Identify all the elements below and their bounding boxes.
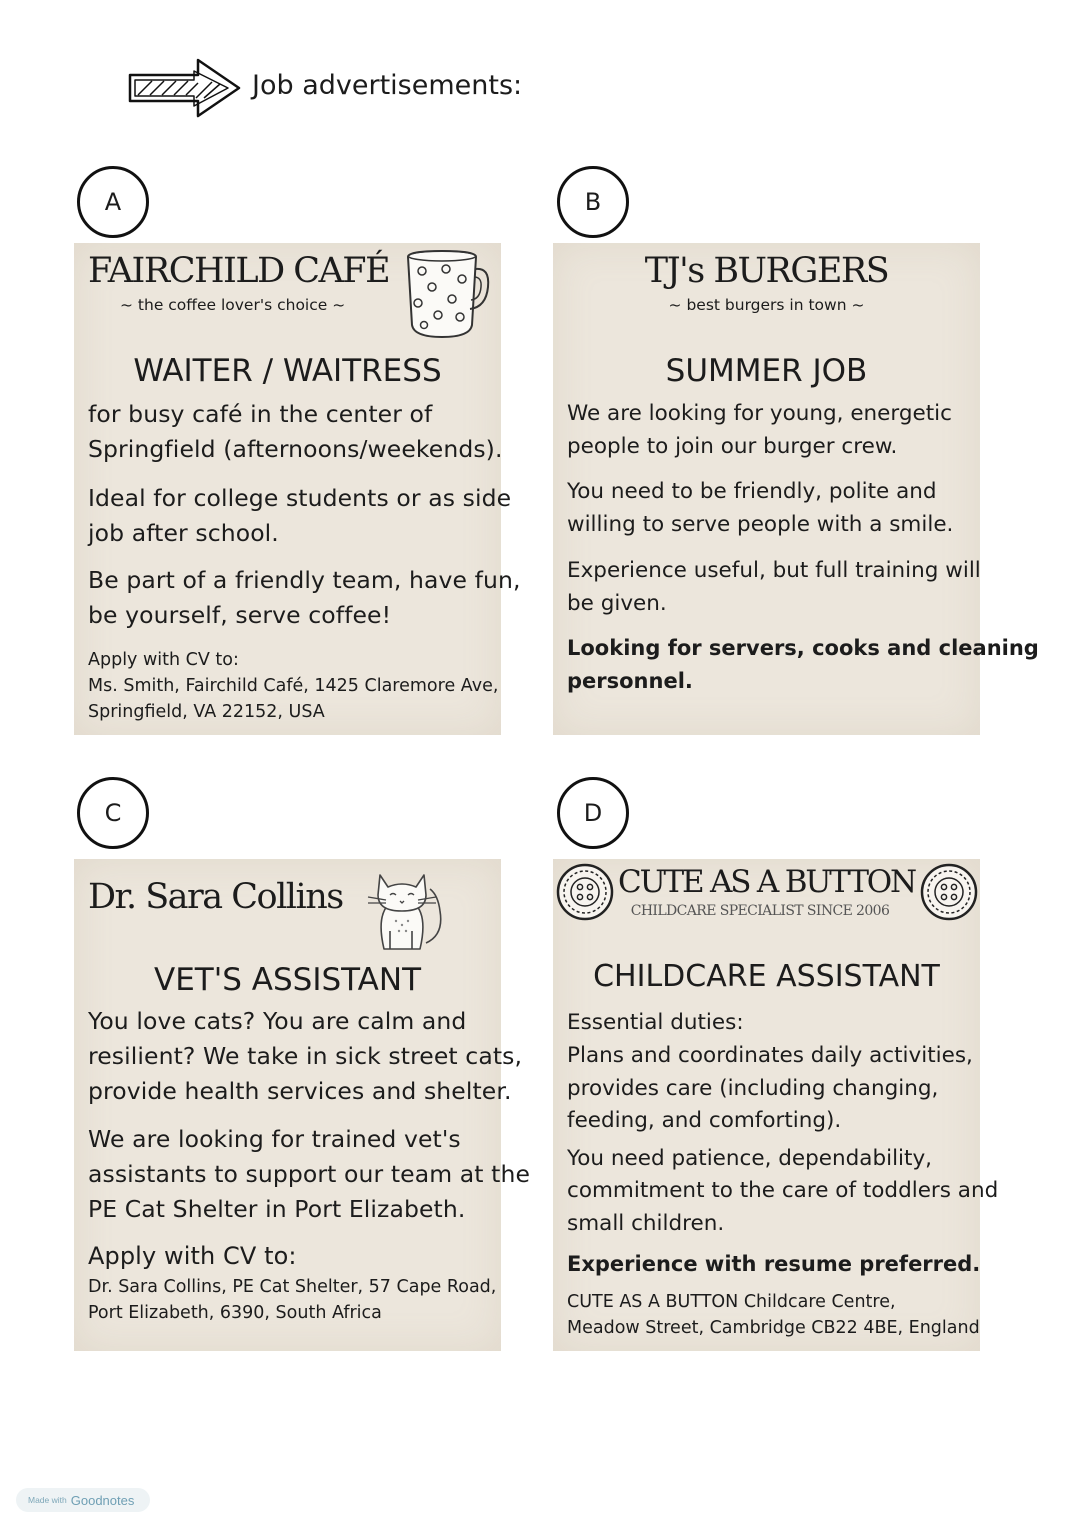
ad-role: SUMMER JOB xyxy=(665,353,868,389)
ad-line: Be part of a friendly team, have fun, xyxy=(88,566,521,594)
ad-line: be yourself, serve coffee! xyxy=(88,601,392,629)
ad-brand: FAIRCHILD CAFÉ xyxy=(88,251,390,291)
ad-line: PE Cat Shelter in Port Elizabeth. xyxy=(88,1195,466,1223)
ad-line: provides care (including changing, xyxy=(567,1076,939,1101)
ad-apply-line: Port Elizabeth, 6390, South Africa xyxy=(88,1303,382,1323)
ad-apply-line: Apply with CV to: xyxy=(88,650,239,670)
ad-line: Springfield (afternoons/weekends). xyxy=(88,435,503,463)
ad-line: Ideal for college students or as side xyxy=(88,484,512,512)
ad-tagline: ~ best burgers in town ~ xyxy=(668,296,865,314)
ad-line: feeding, and comforting). xyxy=(567,1108,842,1133)
ad-address-line: Meadow Street, Cambridge CB22 4BE, England xyxy=(567,1318,980,1338)
ad-apply-title: Apply with CV to: xyxy=(88,1242,297,1270)
ad-line: Experience useful, but full training will xyxy=(567,558,981,583)
ad-brand: Dr. Sara Collins xyxy=(88,877,343,917)
ad-line: You need to be friendly, polite and xyxy=(567,479,937,504)
ad-line: Essential duties: xyxy=(567,1010,744,1035)
ad-card-a xyxy=(74,243,521,735)
badge-brand: Goodnotes xyxy=(70,1492,135,1508)
polka-dot-mug-icon xyxy=(402,247,492,343)
ad-brand: CUTE AS A BUTTON xyxy=(618,864,915,900)
ad-letter-d: D xyxy=(557,777,629,849)
ad-bold-line: Looking for servers, cooks and cleaning xyxy=(567,636,1039,660)
ad-line: Plans and coordinates daily activities, xyxy=(567,1043,973,1068)
ad-bold-line: personnel. xyxy=(567,669,693,693)
ad-line: be given. xyxy=(567,591,667,616)
ad-line: for busy café in the center of xyxy=(88,400,433,428)
ad-line: resilient? We take in sick street cats, xyxy=(88,1042,523,1070)
ad-letter-c: C xyxy=(77,777,149,849)
ad-tagline: ~ the coffee lover's choice ~ xyxy=(120,296,346,314)
ad-line: We are looking for young, energetic xyxy=(567,401,952,426)
ad-card-c xyxy=(74,859,531,1351)
ad-brand: TJ's BURGERS xyxy=(644,251,889,291)
ad-role: CHILDCARE ASSISTANT xyxy=(593,959,940,994)
ad-letter-b: B xyxy=(557,166,629,238)
ad-address-line: CUTE AS A BUTTON Childcare Centre, xyxy=(567,1292,896,1312)
ad-line: You love cats? You are calm and xyxy=(88,1007,467,1035)
ad-line: provide health services and shelter. xyxy=(88,1077,512,1105)
ad-role: VET'S ASSISTANT xyxy=(153,962,422,998)
badge-prefix: Made with xyxy=(28,1495,67,1505)
ad-line: assistants to support our team at the xyxy=(88,1160,531,1188)
ad-line: commitment to the care of toddlers and xyxy=(567,1178,999,1203)
ad-line: small children. xyxy=(567,1211,725,1236)
ad-line: people to join our burger crew. xyxy=(567,434,898,459)
ad-apply-line: Ms. Smith, Fairchild Café, 1425 Claremore Ave, xyxy=(88,676,499,696)
goodnotes-badge[interactable] xyxy=(16,1488,150,1512)
ad-letter-a: A xyxy=(77,166,149,238)
ad-apply-line: Springfield, VA 22152, USA xyxy=(88,702,325,722)
ad-line: job after school. xyxy=(88,519,279,547)
ad-card-d xyxy=(553,859,999,1351)
ad-card-b xyxy=(553,243,1039,735)
page-title: Job advertisements: xyxy=(252,70,523,101)
ad-apply-line: Dr. Sara Collins, PE Cat Shelter, 57 Cape Road, xyxy=(88,1277,497,1297)
ad-line: willing to serve people with a smile. xyxy=(567,512,954,537)
cat-icon xyxy=(366,865,446,955)
ad-line: You need patience, dependability, xyxy=(567,1146,933,1171)
arrow-right-icon xyxy=(128,58,242,118)
ad-tagline: CHILDCARE SPECIALIST SINCE 2006 xyxy=(630,903,890,919)
ad-line: We are looking for trained vet's xyxy=(88,1125,461,1153)
ad-role: WAITER / WAITRESS xyxy=(133,353,442,389)
ad-bold-line: Experience with resume preferred. xyxy=(567,1252,981,1276)
